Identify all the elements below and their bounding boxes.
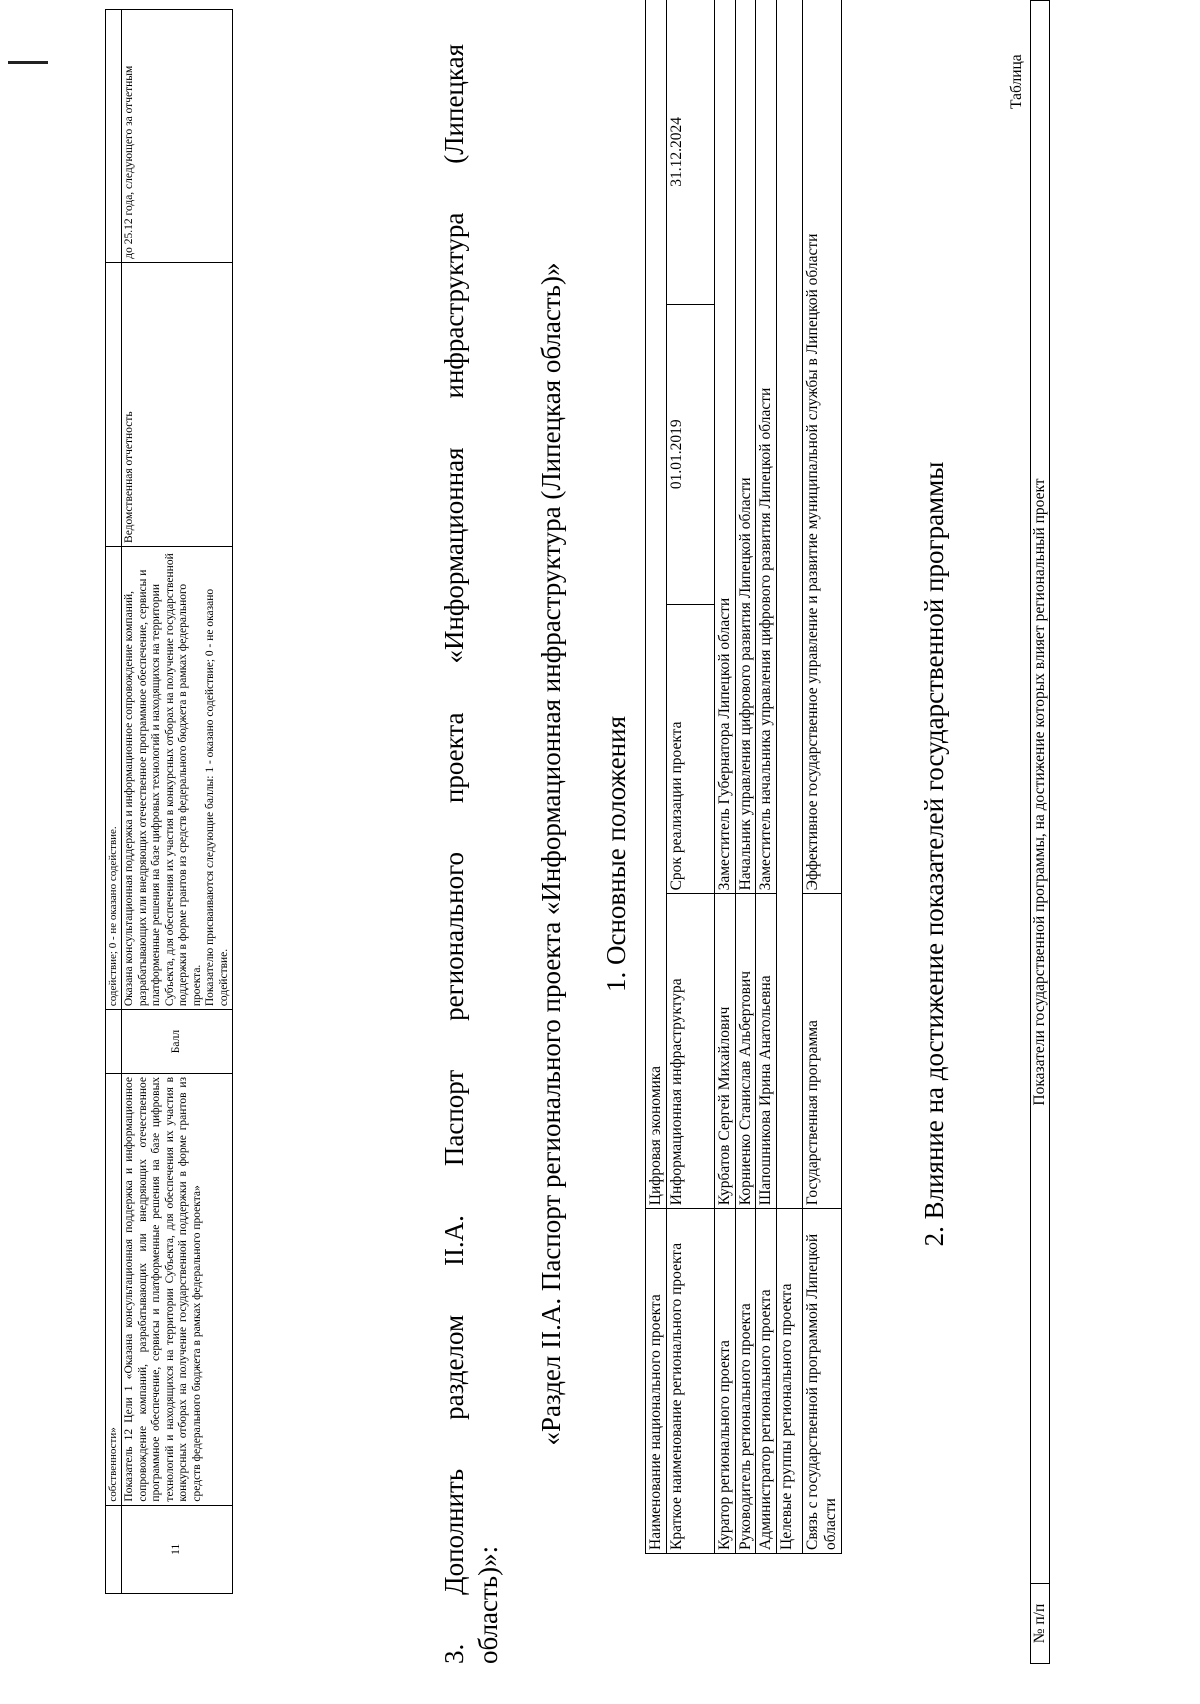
table-row	[1031, 1, 1050, 1664]
indicator-unit: Балл	[121, 1010, 233, 1074]
table-row	[106, 10, 122, 1594]
value-cell	[777, 0, 803, 1209]
table-caption: Таблица	[1008, 54, 1025, 109]
label-cell: Краткое наименование регионального проекта	[666, 1209, 714, 1554]
value-cell: Корниенко Станислав Альбертович	[735, 894, 756, 1209]
table-row	[666, 0, 714, 1554]
header-cell: № п/п	[1031, 1584, 1050, 1664]
table-row	[803, 0, 842, 1554]
value-cell: Информационная инфраструктура	[666, 894, 714, 1209]
table-cell: собственности»	[106, 1073, 122, 1505]
amendment-heading: 3. Дополнить разделом II.А. Паспорт регионального проекта «Информационная инфраструктура (Липецкая	[439, 44, 469, 1664]
amendment-heading-continuation: область)»:	[473, 1545, 503, 1664]
indicator-deadline: до 25.12 года, следующего за отчетным	[121, 10, 233, 263]
header-cell: Показатели государственной программы, на достижение которых влияет региональный проект	[1031, 1, 1050, 1584]
method-text-2: Показателю присваиваются следующие баллы: 1 - оказано содействие; 0 - не оказано содействие.	[204, 588, 230, 1007]
value-cell: Цифровая экономика	[646, 0, 667, 1209]
value-cell: Шапошникова Ирина Анатольевна	[756, 894, 777, 1209]
indicator-source: Ведомственная отчетность	[121, 262, 233, 546]
table-row	[735, 0, 756, 1554]
indicators-continuation-table	[105, 9, 233, 1594]
indicator-method	[121, 546, 233, 1009]
section-title: «Раздел II.А. Паспорт регионального проекта «Информационная инфраструктура (Липецкая область)»	[536, 262, 566, 1446]
term-start: 01.01.2019	[666, 304, 714, 604]
row-number: 11	[121, 1505, 233, 1593]
scan-mark	[8, 61, 48, 64]
table-row	[714, 0, 735, 1554]
value-cell: Курбатов Сергей Михайлович	[714, 894, 735, 1209]
program-indicators-table	[1030, 0, 1050, 1664]
table-row	[756, 0, 777, 1554]
value-cell: Государственная программа	[803, 894, 842, 1209]
basics-title: 1. Основные положения	[601, 716, 631, 992]
label-cell: Срок реализации проекта	[666, 604, 714, 894]
label-cell: Наименование национального проекта	[646, 1209, 667, 1554]
table-row	[777, 0, 803, 1554]
label-cell: Связь с государственной программой Липецкой области	[803, 1209, 842, 1554]
term-end: 31.12.2024	[666, 0, 714, 304]
table-row	[121, 10, 233, 1594]
value-cell: Заместитель Губернатора Липецкой области	[714, 0, 735, 894]
value-cell: Эффективное государственное управление и развитие муниципальной службы в Липецкой области	[803, 0, 842, 894]
label-cell: Администратор регионального проекта	[756, 1209, 777, 1554]
basics-table	[645, 0, 842, 1554]
influence-title: 2. Влияние на достижение показателей государственной программы	[919, 461, 949, 1247]
label-cell: Руководитель регионального проекта	[735, 1209, 756, 1554]
method-text: Оказана консультационная поддержка и информационное сопровождение компаний, разрабатывающих или внедряющих отечественное программное обеспечение, сервисы и платформенные решения на базе цифровых технологий и находящихся на территории Субъекта, для обеспечения их участия в конкурсных отборах на получение государственной поддержки в форме грантов из средств федерального бюджета в рамках федерального проекта.	[122, 553, 203, 1007]
indicator-name: Показатель 12 Цели 1 «Оказана консультационная поддержка и информационное сопровождение компаний, разрабатывающих или внедряющих отечественное программное обеспечение, сервисы и платформенные решения на базе цифровых технологий и находящихся на территории Субъекта, для обеспечения их участия в конкурсных отборах на получение государственной поддержки в форме грантов из средств федерального бюджета в рамках федерального проекта»	[121, 1073, 233, 1505]
label-cell: Целевые группы регионального проекта	[777, 1209, 803, 1554]
value-cell: Заместитель начальника управления цифрового развития Липецкой области	[756, 0, 777, 894]
value-cell: Начальник управления цифрового развития Липецкой области	[735, 0, 756, 894]
label-cell: Куратор регионального проекта	[714, 1209, 735, 1554]
table-cell: содействие; 0 - не оказано содействие.	[106, 546, 122, 1009]
table-row	[646, 0, 667, 1554]
